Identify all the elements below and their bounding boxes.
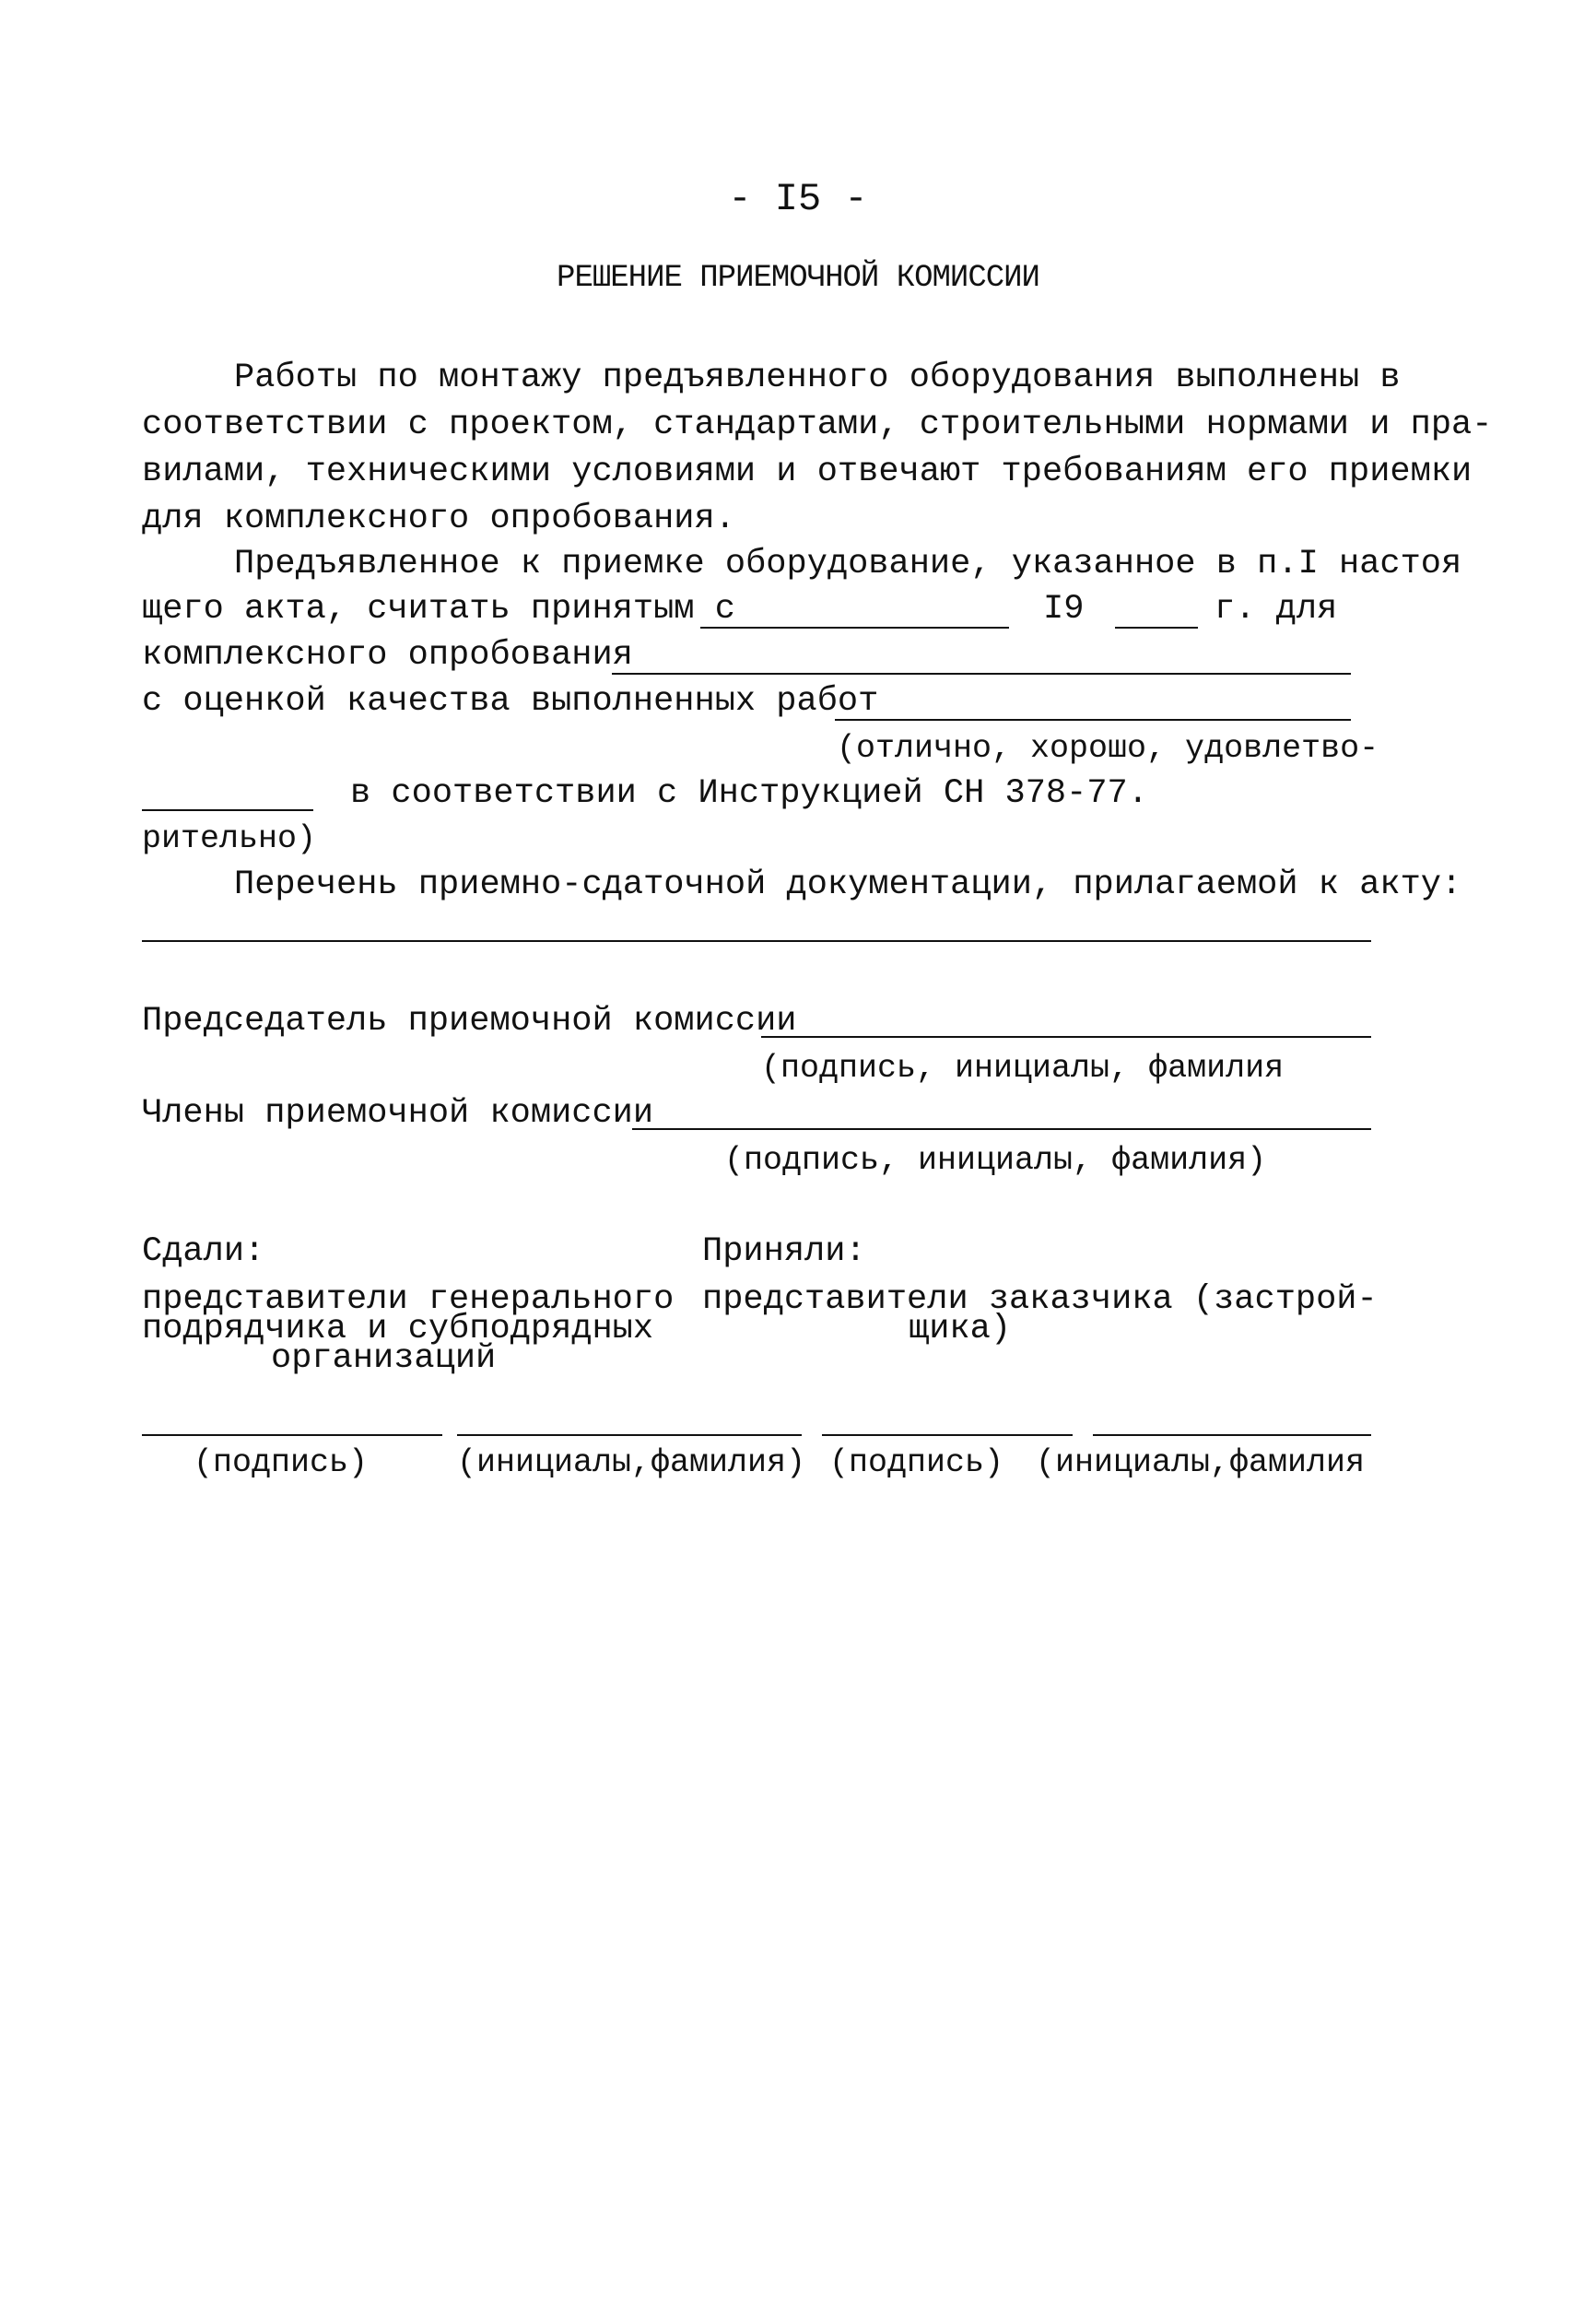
acceptance-year-field[interactable] xyxy=(1115,627,1198,629)
quality-rating-options: (отлично, хорошо, удовлетво- xyxy=(837,730,1379,767)
handed-over-line2: подрядчика и субподрядных xyxy=(142,1310,654,1348)
members-caption: (подпись, инициалы, фамилия) xyxy=(724,1142,1267,1179)
handed-signature-line[interactable] xyxy=(142,1434,442,1436)
handed-over-line1: представители генерального xyxy=(142,1280,675,1319)
paragraph2-line2-suffix: г. для xyxy=(1215,590,1338,629)
handed-signature-caption: (подпись) xyxy=(194,1444,369,1481)
handed-name-line[interactable] xyxy=(457,1434,802,1436)
accepted-signature-line[interactable] xyxy=(822,1434,1073,1436)
paragraph2-line4: с оценкой качества выполненных работ xyxy=(142,682,879,721)
paragraph1-line4: для комплексного опробования. xyxy=(142,500,735,538)
documents-list-field[interactable] xyxy=(142,940,1371,942)
acceptance-date-field[interactable] xyxy=(700,627,1009,629)
accepted-line2: щика) xyxy=(909,1310,1012,1348)
document-heading: РЕШЕНИЕ ПРИЕМОЧНОЙ КОМИССИИ xyxy=(557,261,1039,296)
paragraph1-line3: вилами, техническими условиями и отвечают требованиям его приемки xyxy=(142,453,1473,491)
quality-rating-field[interactable] xyxy=(835,719,1351,721)
paragraph2-line1: Предъявленное к приемке оборудование, указанное в п.I настоя xyxy=(234,545,1462,583)
paragraph1-line1: Работы по монтажу предъявленного оборудования выполнены в xyxy=(234,359,1401,397)
members-signature-field[interactable] xyxy=(632,1128,1371,1130)
chairman-caption: (подпись, инициалы, фамилия xyxy=(761,1050,1285,1087)
paragraph2-line2-prefix: щего акта, считать принятым с xyxy=(142,590,735,629)
paragraph2-line6: в соответствии с Инструкцией СН 378-77. xyxy=(350,774,1148,813)
paragraph2-year: I9 xyxy=(1043,590,1085,629)
chairman-signature-field[interactable] xyxy=(761,1036,1371,1038)
handed-over-title: Сдали: xyxy=(142,1232,265,1271)
commissioning-field[interactable] xyxy=(612,673,1351,675)
accepted-line1: представители заказчика (застрой- xyxy=(702,1280,1378,1319)
paragraph2-line3: комплексного опробования xyxy=(142,636,633,675)
accepted-title: Приняли: xyxy=(702,1232,866,1271)
accepted-signature-caption: (подпись) xyxy=(829,1444,1004,1481)
handed-name-caption: (инициалы,фамилия) xyxy=(457,1444,806,1481)
documents-list-label: Перечень приемно-сдаточной документации, прилагаемой к акту: xyxy=(234,865,1462,904)
members-label: Члены приемочной комиссии xyxy=(142,1094,654,1133)
accepted-name-caption: (инициалы,фамилия xyxy=(1036,1444,1366,1481)
quality-rating-short-line xyxy=(142,809,313,811)
accepted-name-line[interactable] xyxy=(1093,1434,1371,1436)
page-number: - I5 - xyxy=(728,177,868,221)
paragraph2-line7: рительно) xyxy=(142,820,317,857)
chairman-label: Председатель приемочной комиссии xyxy=(142,1002,797,1041)
handed-over-line3: организаций xyxy=(271,1339,497,1378)
paragraph1-line2: соответствии с проектом, стандартами, строительными нормами и пра- xyxy=(142,406,1493,444)
